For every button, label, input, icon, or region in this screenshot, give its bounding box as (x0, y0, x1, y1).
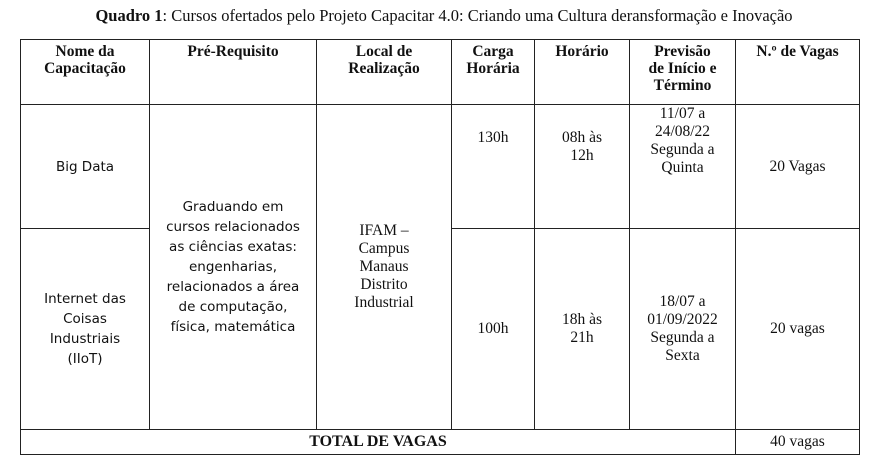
header-horario: Horário (535, 40, 630, 105)
header-local: Local de Realização (317, 40, 452, 105)
header-prerequisito: Pré-Requisito (150, 40, 317, 105)
caption-label: Quadro 1 (95, 6, 163, 25)
cell-carga: 130h (452, 105, 535, 229)
cell-nome: Internet das Coisas Industriais (IIoT) (21, 229, 150, 430)
header-row (21, 40, 860, 105)
caption-text: : Cursos ofertados pelo Projeto Capacitar 4.0: Criando uma Cultura deransformação e Inovação (162, 6, 793, 25)
total-row (21, 430, 860, 455)
cell-vagas: 20 Vagas (736, 105, 860, 229)
cell-vagas: 20 vagas (736, 229, 860, 430)
total-value: 40 vagas (736, 430, 860, 455)
cell-local: IFAM – Campus Manaus Distrito Industrial (317, 105, 452, 430)
header-vagas: N.º de Vagas (736, 40, 860, 105)
cell-horario: 08h às 12h (535, 105, 630, 229)
total-label: TOTAL DE VAGAS (21, 430, 736, 455)
cell-horario: 18h às 21h (535, 229, 630, 430)
cell-carga: 100h (452, 229, 535, 430)
courses-table (20, 39, 860, 455)
header-carga: Carga Horária (452, 40, 535, 105)
table-row (21, 105, 860, 229)
cell-nome: Big Data (21, 105, 150, 229)
cell-prerequisito: Graduando em cursos relacionados as ciências exatas: engenharias, relacionados a área de computação, física, matemática (150, 105, 317, 430)
header-previsao: Previsão de Início e Término (630, 40, 736, 105)
table-caption (0, 6, 888, 26)
header-nome: Nome da Capacitação (21, 40, 150, 105)
cell-previsao: 18/07 a 01/09/2022 Segunda a Sexta (630, 229, 736, 430)
cell-previsao: 11/07 a 24/08/22 Segunda a Quinta (630, 105, 736, 229)
